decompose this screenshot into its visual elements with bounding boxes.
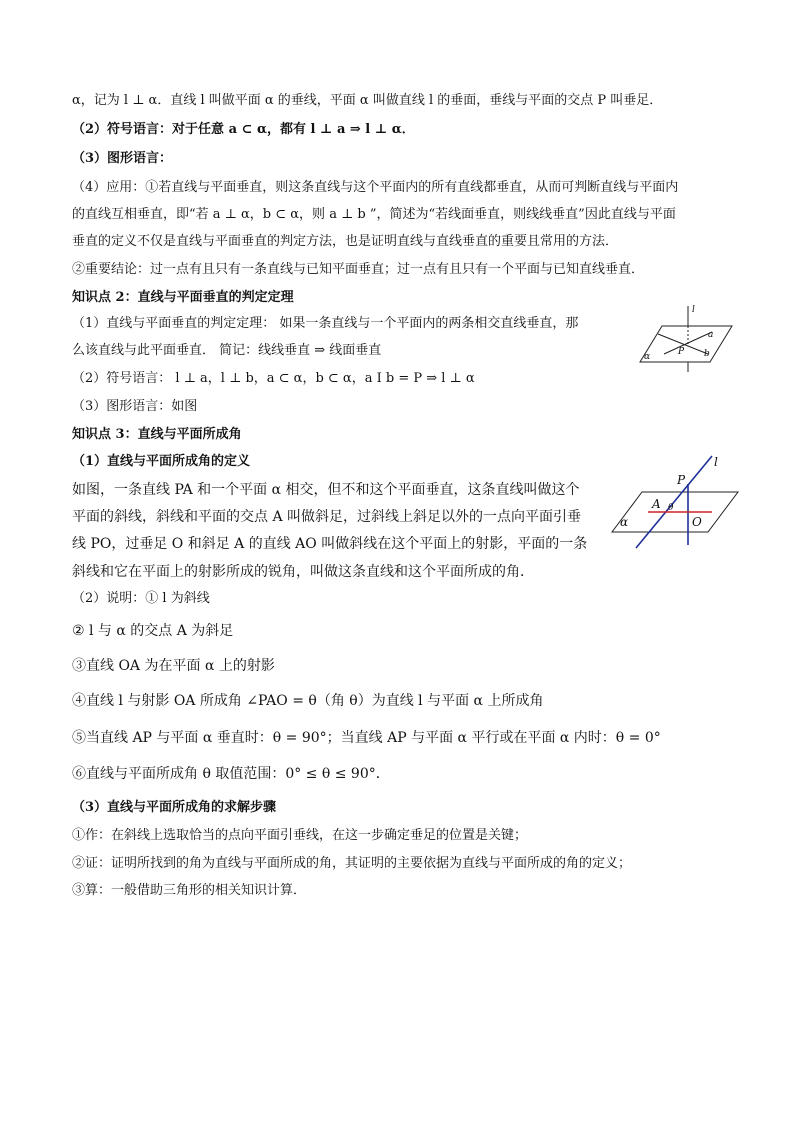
label-P: P xyxy=(677,473,686,487)
subsection-heading: （1）直线与平面所成角的定义 xyxy=(72,454,251,469)
label-alpha: α xyxy=(644,352,651,362)
label-O: O xyxy=(692,515,702,529)
section-heading: 知识点 2：直线与平面垂直的判定定理 xyxy=(72,290,294,305)
text-line: （3）图形语言： xyxy=(72,151,173,166)
slant-line-l xyxy=(636,456,712,548)
text-line: （2）符号语言： l ⊥ a，l ⊥ b，a ⊂ α，b ⊂ α，a I b = P ⇒ l ⊥ α xyxy=(72,371,475,386)
text-line: ⑤当直线 AP 与平面 α 垂直时：θ = 90°；当直线 AP 与平面 α 平行或在平面 α 内时：θ = 0° xyxy=(72,730,661,746)
label-b: b xyxy=(704,349,710,359)
text-line: 斜线和它在平面上的射影所成的锐角，叫做这条直线和这个平面所成的角． xyxy=(72,564,534,580)
text-line: α，记为 l ⊥ α．直线 l 叫做平面 α 的垂线，平面 α 叫做直线 l 的垂面，垂线与平面的交点 P 叫垂足． xyxy=(72,93,663,108)
text-line: 平面的斜线，斜线和平面的交点 A 叫做斜足，过斜线上斜足以外的一点向平面引垂 xyxy=(72,509,582,525)
text-line: ③算：一般借助三角形的相关知识计算． xyxy=(72,883,307,898)
text-line: 线 PO，过垂足 O 和斜足 A 的直线 AO 叫做斜线在这个平面上的射影，平面的一条 xyxy=(72,536,588,552)
label-P: P xyxy=(678,347,685,357)
text-line: 么该直线与此平面垂直． 简记：线线垂直 ⇒ 线面垂直 xyxy=(72,343,382,358)
label-l: l xyxy=(692,305,695,315)
text-line: 如图，一条直线 PA 和一个平面 α 相交，但不和这个平面垂直，这条直线叫做这个 xyxy=(72,482,580,498)
label-A: A xyxy=(652,497,661,511)
text-line: （4）应用：①若直线与平面垂直，则这条直线与这个平面内的所有直线都垂直，从而可判断直线与平面内 xyxy=(72,180,679,195)
text-line: （2）说明：① l 为斜线 xyxy=(72,591,210,606)
text-line: ④直线 l 与射影 OA 所成角 ∠PAO = θ（角 θ）为直线 l 与平面 α 上所成角 xyxy=(72,693,544,709)
text-line: ①作：在斜线上选取恰当的点向平面引垂线，在这一步确定垂足的位置是关键； xyxy=(72,828,528,843)
subsection-heading: （3）直线与平面所成角的求解步骤 xyxy=(72,800,277,815)
text-line: 垂直的定义不仅是直线与平面垂直的判定方法，也是证明直线与直线垂直的重要且常用的方法． xyxy=(72,234,619,249)
label-l: l xyxy=(714,455,718,469)
label-alpha: α xyxy=(620,515,629,529)
text-line: 的直线互相垂直，即“若 a ⊥ α，b ⊂ α，则 a ⊥ b ”，简述为“若线面垂直，则线线垂直”因此直线与平面 xyxy=(72,207,676,222)
slant-line-angle-figure xyxy=(608,450,743,553)
text-line: ③直线 OA 为在平面 α 上的射影 xyxy=(72,658,275,674)
text-line: （3）图形语言：如图 xyxy=(72,399,198,414)
label-a: a xyxy=(708,330,714,340)
label-theta: θ xyxy=(668,503,674,513)
text-line: （1）直线与平面垂直的判定定理： 如果一条直线与一个平面内的两条相交直线垂直，那 xyxy=(72,316,579,331)
text-line: ⑥直线与平面所成角 θ 取值范围：0° ≤ θ ≤ 90°． xyxy=(72,766,390,782)
text-line: ② l 与 α 的交点 A 为斜足 xyxy=(72,623,234,639)
section-heading: 知识点 3：直线与平面所成角 xyxy=(72,427,242,442)
text-line: （2）符号语言：对于任意 a ⊂ α，都有 l ⊥ a ⇒ l ⊥ α． xyxy=(72,122,415,137)
perpendicular-plane-figure xyxy=(636,304,736,374)
text-line: ②证：证明所找到的角为直线与平面所成的角，其证明的主要依据为直线与平面所成的角的定义； xyxy=(72,856,632,871)
text-line: ②重要结论：过一点有且只有一条直线与已知平面垂直；过一点有且只有一个平面与已知直线垂直． xyxy=(72,262,645,277)
